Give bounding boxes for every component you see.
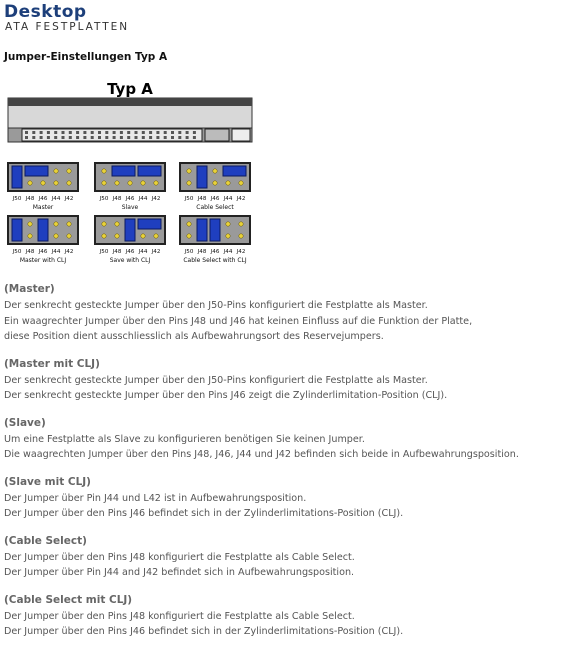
- block-text-line: Der Jumper über Pin J44 and J42 befindet sich in Aufbewahrungsposition.: [4, 567, 355, 578]
- block-text-line: Der Jumper über den Pins J46 befindet sich in der Zylinderlimitations-Position (CLJ).: [4, 626, 404, 637]
- jumper-config-panel: [95, 216, 165, 264]
- pin-label: J44: [138, 249, 148, 255]
- block-heading: (Master): [4, 283, 55, 295]
- block-heading: (Slave mit CLJ): [4, 475, 91, 488]
- pin-label: J50: [12, 249, 22, 255]
- block-text-line: Der Jumper über den Pins J48 konfiguriert die Festplatte als Cable Select.: [4, 610, 355, 622]
- pin-label: J42: [151, 249, 161, 255]
- jumper-block: [197, 219, 207, 241]
- pin-label: J42: [236, 196, 246, 202]
- config-label: Cable Select: [196, 204, 234, 211]
- pin-label: J46: [210, 196, 220, 202]
- jumper-block: [12, 219, 22, 241]
- jumper-block: [38, 219, 48, 241]
- jumper-config-panel: [95, 163, 165, 211]
- jumper-block: [197, 166, 207, 188]
- block-text-line: Der senkrecht gesteckte Jumper über den Pins J46 zeigt die Zylinderlimitation-Position (CLJ).: [4, 390, 448, 401]
- pin-label: J50: [184, 249, 194, 255]
- description-block: [4, 283, 576, 345]
- section-title: Jumper-Einstellungen Typ A: [4, 51, 168, 63]
- block-text-line: Der senkrecht gesteckte Jumper über den J50-Pins konfiguriert die Festplatte als Master.: [4, 374, 428, 386]
- jumper-block: [138, 219, 161, 229]
- description-block: [4, 594, 576, 640]
- jumper-block: [125, 219, 135, 241]
- pin-label: J48: [25, 249, 35, 255]
- jumper-config-panel: [180, 163, 250, 211]
- block-text-line: Ein waagrechter Jumper über den Pins J48 und J46 hat keinen Einfluss auf die Funktion der Platte,: [4, 315, 473, 327]
- jumper-config-panel: [8, 163, 78, 211]
- pin-label: J42: [64, 196, 74, 202]
- pin-label: J46: [38, 196, 48, 202]
- pin-label: J44: [223, 196, 233, 202]
- drive-connector-illustration: [8, 98, 252, 142]
- description-block: [4, 535, 576, 581]
- jumper-config-panel: [180, 216, 250, 264]
- jumper-diagram: [5, 79, 256, 265]
- pin-label: J48: [112, 249, 122, 255]
- config-label: Cable Select with CLJ: [183, 257, 247, 264]
- pin-label: J42: [236, 249, 246, 255]
- pin-label: J48: [197, 249, 207, 255]
- pin-label: J46: [210, 249, 220, 255]
- jumper-block: [138, 166, 161, 176]
- block-text-line: diese Position dient ausschliesslich als Aufbewahrungsort des Reservejumpers.: [4, 331, 384, 342]
- pin-label: J50: [99, 196, 109, 202]
- pin-label: J42: [151, 196, 161, 202]
- pin-label: J50: [184, 196, 194, 202]
- config-label: Slave: [121, 204, 139, 211]
- jumper-config-panel: [8, 216, 78, 264]
- block-text-line: Der Jumper über den Pins J48 konfiguriert die Festplatte als Cable Select.: [4, 551, 355, 563]
- pin-label: J46: [125, 249, 135, 255]
- pin-label: J48: [197, 196, 207, 202]
- jumper-block: [25, 166, 48, 176]
- block-text-line: Die waagrechten Jumper über den Pins J48, J46, J44 und J42 befinden sich beide in Aufbewahrungsposition.: [4, 449, 519, 460]
- pin-label: J44: [51, 196, 61, 202]
- pin-label: J44: [223, 249, 233, 255]
- block-heading: (Master mit CLJ): [4, 357, 100, 370]
- block-text-line: Der Jumper über den Pins J46 befindet sich in der Zylinderlimitations-Position (CLJ).: [4, 508, 404, 519]
- pin-label: J44: [138, 196, 148, 202]
- page-subtitle: ATA FESTPLATTEN: [5, 21, 130, 33]
- block-text-line: Der senkrecht gesteckte Jumper über den J50-Pins konfiguriert die Festplatte als Master.: [4, 300, 428, 311]
- pin-label: J46: [125, 196, 135, 202]
- block-text-line: Um eine Festplatte als Slave zu konfigurieren benötigen Sie keinen Jumper.: [4, 433, 365, 445]
- block-heading: (Cable Select): [4, 534, 87, 547]
- diagram-heading: Typ A: [107, 80, 153, 98]
- block-text-line: Der Jumper über Pin J44 und L42 ist in Aufbewahrungsposition.: [4, 492, 307, 504]
- page-title: Desktop: [4, 2, 87, 22]
- description-list: [4, 283, 576, 653]
- description-block: [4, 476, 576, 522]
- pin-label: J48: [25, 196, 35, 202]
- pin-label: J46: [38, 249, 48, 255]
- pin-label: J42: [64, 249, 74, 255]
- pin-label: J44: [51, 249, 61, 255]
- jumper-block: [112, 166, 135, 176]
- jumper-block: [223, 166, 246, 176]
- jumper-block: [210, 219, 220, 241]
- pin-label: J48: [112, 196, 122, 202]
- block-heading: (Slave): [4, 416, 46, 429]
- config-label: Save with CLJ: [109, 257, 151, 264]
- block-heading: (Cable Select mit CLJ): [4, 593, 133, 606]
- description-block: [4, 358, 576, 404]
- description-block: [4, 417, 576, 463]
- pin-label: J50: [12, 196, 22, 202]
- config-label: Master: [32, 204, 54, 211]
- config-label: Master with CLJ: [19, 257, 67, 264]
- pin-label: J50: [99, 249, 109, 255]
- jumper-block: [12, 166, 22, 188]
